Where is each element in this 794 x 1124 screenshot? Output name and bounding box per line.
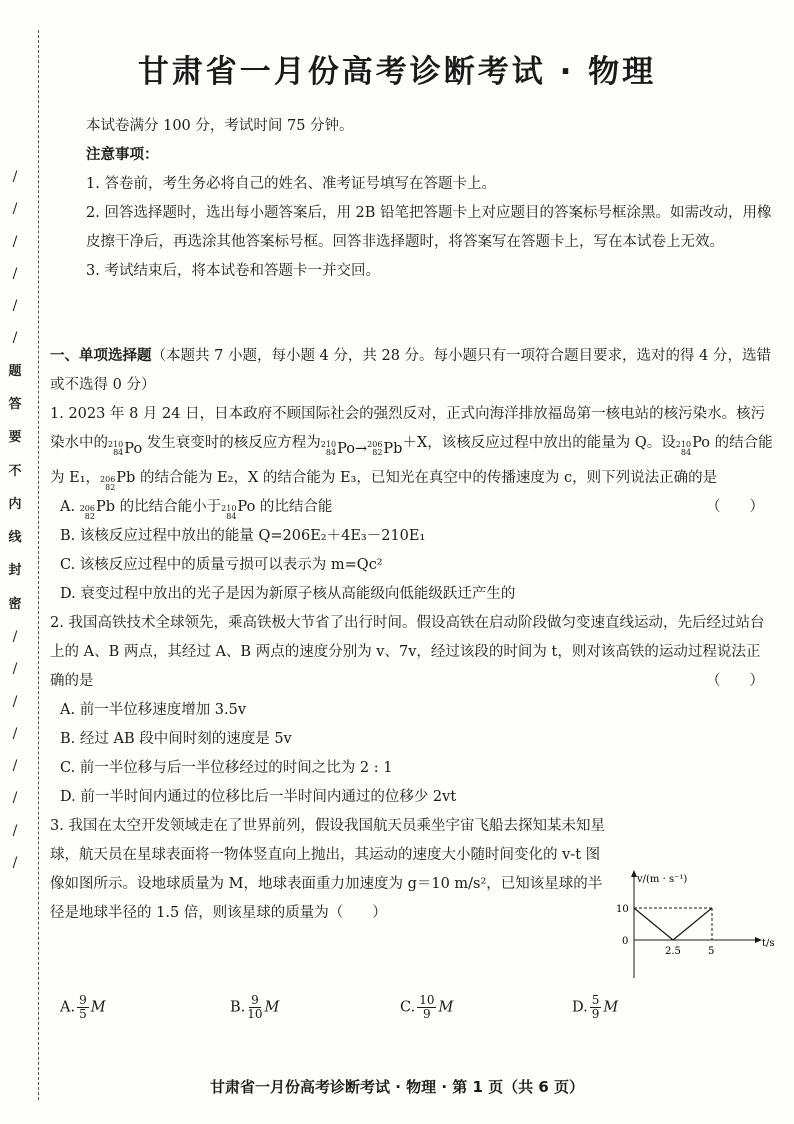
q1-text: Pb 的结合能为 E₂，X 的结合能为 E₃，已知光在真空中的传播速度为 c，则下列说法正确的是 [116,469,718,486]
q3-option-d [572,994,618,1021]
nuclide-pb [80,505,96,521]
mass-number: 210 [675,440,692,449]
binding-char: 密 [8,596,22,612]
mass-number: 206 [100,474,116,484]
binding-char: 题 [8,363,22,379]
section-title: 一、单项选择题 [50,348,152,364]
binding-char: 不 [8,463,22,479]
mass-number: 210 [108,440,124,449]
answer-bracket: （ ） [706,498,764,515]
nuclide-pb [367,435,402,464]
q3-option-a [60,994,106,1021]
nuclide-po [221,505,237,521]
numerator: 9 [79,993,87,1007]
section-heading [50,342,774,400]
unit: M [438,999,454,1016]
q3-options [60,994,760,1034]
option-letter: B. [230,999,246,1016]
numerator: 10 [419,993,435,1007]
q2-option-c: C. 前一半位移与后一半位移经过的时间之比为 2 : 1 [60,759,393,776]
nuclide-po [676,441,692,457]
atomic-number: 84 [226,511,237,521]
q2-option-d: D. 前一半时间内通过的位移比后一半时间内通过的位移少 2vt [60,788,457,805]
origin-label: 0 [622,936,629,947]
nuclide-po [108,435,142,464]
notice-item: 3. 考试结束后，将本试卷和答题卡一并交回。 [86,263,380,279]
page-footer: 甘肃省一月份高考诊断考试 · 物理 · 第 1 页（共 6 页） [209,1078,585,1096]
tick-label-5: 5 [708,946,715,957]
graph-xlabel: t/s [762,938,775,949]
fraction [590,994,602,1021]
binding-char: 答 [8,396,22,412]
binding-margin-line [38,30,39,1100]
mass-number: 206 [367,440,383,449]
option-text: Po 的比结合能 [237,498,333,515]
answer-bracket: （ ） [706,672,764,689]
q1-text: ＋X，该核反应过程中放出的能量为 Q。设 [402,435,676,451]
unit: M [90,999,106,1016]
option-letter: A. [60,498,80,515]
question-3-stem: 3. 我国在太空开发领域走在了世界前列，假设我国航天员乘坐宇宙飞船去探知某未知星球，航天员在星球表面将一物体竖直向上抛出，其运动的速度大小随时间变化的 v-t 图像如图所示。设地球质量为 M，地球表面重力加速度为 g＝10 m/s²，已知该星球的半径是地球半径的 1.5 倍，则该星球的质量为（ ） [50,817,605,921]
element-symbol: Pb [383,440,403,457]
option-letter: D. [572,999,588,1016]
binding-char: 要 [8,430,22,446]
atomic-number: 84 [325,448,337,457]
option-letter: C. [400,999,416,1016]
fraction [417,994,436,1021]
tick-label-10: 10 [616,904,629,915]
q2-option-b: B. 经过 AB 段中间时刻的速度是 5v [60,730,292,747]
denominator: 5 [79,1007,87,1021]
denominator: 9 [591,1007,600,1021]
option-text: Pb 的比结合能小于 [95,498,222,515]
graph-ylabel: v/(m · s⁻¹) [637,874,688,885]
atomic-number: 84 [113,448,124,457]
vt-line-descending [634,908,673,940]
unit: M [264,999,280,1016]
binding-char: 内 [8,496,22,512]
numerator: 9 [251,993,259,1007]
option-letter: A. [60,999,76,1016]
denominator: 9 [423,1007,431,1021]
fraction [247,994,262,1021]
vt-graph [612,868,782,988]
notice-item: 2. 回答选择题时，选出每小题答案后，用 2B 铅笔把答题卡上对应题目的答案标号框涂黑。如需改动，用橡皮擦干净后，再选涂其他答案标号框。回答非选择题时，将答案写在答题卡上，写在本试卷上无效。 [86,205,772,250]
q3-option-b [230,994,279,1021]
q1-text: Po 的结合能为 E₁， [50,435,773,486]
exam-instructions [86,112,776,286]
nuclide-po [321,435,367,464]
q1-text: 发生衰变时的核反应方程为 [142,435,321,451]
notice-title: 注意事项： [86,147,159,163]
q2-option-a: A. 前一半位移速度增加 3.5v [60,701,247,718]
atomic-number: 82 [105,482,116,492]
x-axis-arrow [755,937,762,943]
denominator: 10 [247,1007,263,1021]
fraction [77,994,89,1021]
mass-number: 210 [221,503,237,513]
tick-label-2-5: 2.5 [665,946,681,957]
numerator: 5 [591,993,600,1007]
q1-option-a [50,493,774,522]
question-area [50,342,774,928]
binding-char: 封 [8,563,22,579]
binding-char: 线 [8,530,22,546]
mass-number: 210 [320,440,337,449]
element-symbol: Po [124,440,143,457]
page-title: 甘肃省一月份高考诊断考试 · 物理 [137,54,657,90]
vt-line-ascending [673,908,712,940]
question-2-stem [50,609,774,696]
q1-text: Po→ [337,440,368,457]
atomic-number: 82 [372,448,383,457]
atomic-number: 84 [680,448,692,457]
nuclide-pb [100,476,116,492]
notice-item: 1. 答卷前，考生务必将自己的姓名、准考证号填写在答题卡上。 [86,176,496,192]
intro-line: 本试卷满分 100 分，考试时间 75 分钟。 [86,118,354,134]
atomic-number: 82 [84,511,95,521]
q1-option-b: B. 该核反应过程中放出的能量 Q=206E₂＋4E₃－210E₁ [60,527,426,544]
q2-text: 2. 我国高铁技术全球领先，乘高铁极大节省了出行时间。假设高铁在启动阶段做匀变速直线运动，先后经过站台上的 A、B 两点，其经过 A、B 两点的速度分别为 v、7v，经过该段的时间为 t，则对该高铁的运动过程说法正确的是 [50,614,765,689]
mass-number: 206 [79,503,95,513]
binding-strip: / / / / / / 题 答 要 不 内 线 封 密 / / / / / / / / [8,169,22,871]
q1-option-d: D. 衰变过程中放出的光子是因为新原子核从高能级向低能级跃迁产生的 [60,585,516,602]
q3-option-c [400,994,453,1021]
unit: M [603,999,619,1016]
section-note: （本题共 7 小题，每小题 4 分，共 28 分。每小题只有一项符合题目要求，选对的得 4 分，选错或不选得 0 分） [50,348,771,393]
q1-option-c: C. 该核反应过程中的质量亏损可以表示为 m=Qc² [60,556,383,573]
q1-text: 1. 2023 年 8 月 24 日，日本政府不顾国际社会的强烈反对，正式向海洋排放福岛第一核电站的核污染水。核污染水中的 [50,406,766,451]
